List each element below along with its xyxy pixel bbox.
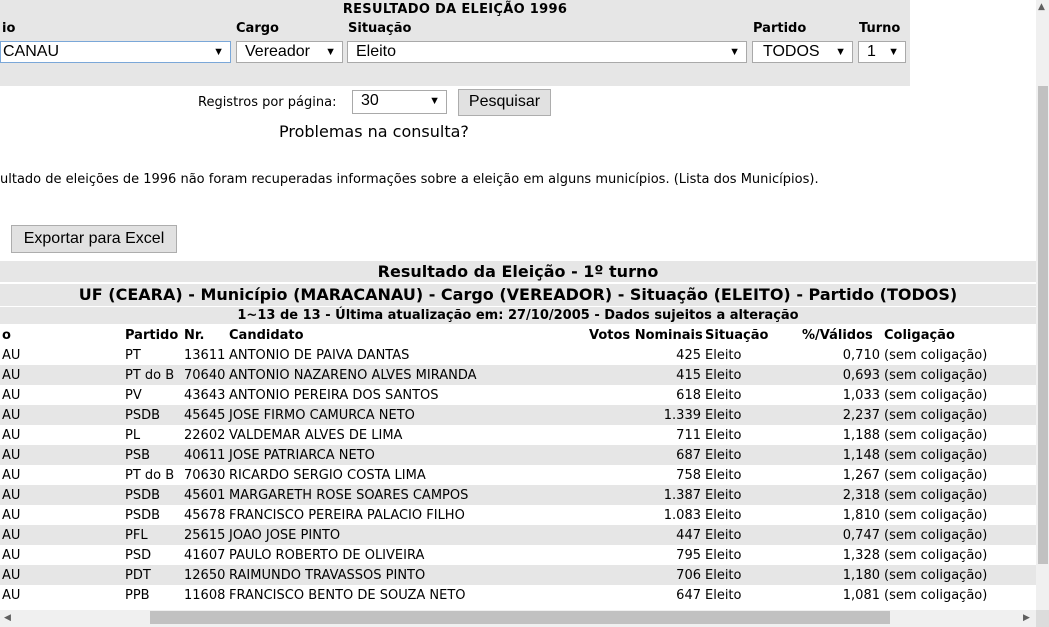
table-cell: AU xyxy=(2,587,21,603)
cargo-select-value: Vereador xyxy=(245,43,310,60)
table-cell: 706 xyxy=(587,565,703,585)
table-row xyxy=(0,365,1036,385)
chevron-down-icon: ▼ xyxy=(835,46,846,58)
notice-text: ultado de eleições de 1996 não foram recuperadas informações sobre a eleição em alguns municípios. (Lista dos Municípios). xyxy=(0,172,819,187)
scroll-left-arrow-icon[interactable]: ◀ xyxy=(4,613,11,623)
table-row xyxy=(0,545,1036,565)
table-cell: ANTONIO PEREIRA DOS SANTOS xyxy=(229,387,439,403)
chevron-down-icon: ▼ xyxy=(429,95,440,107)
table-cell: Eleito xyxy=(705,427,742,443)
cargo-label: Cargo xyxy=(236,21,279,36)
search-button[interactable]: Pesquisar xyxy=(458,89,551,116)
table-cell: AU xyxy=(2,547,21,563)
table-cell: AU xyxy=(0,405,123,425)
table-cell: 13611 xyxy=(184,347,226,363)
table-cell: 1.083 xyxy=(663,507,701,523)
table-cell: (sem coligação) xyxy=(884,587,988,603)
result-title: Resultado da Eleição - 1º turno xyxy=(0,261,1036,282)
table-cell: 1,267 xyxy=(842,467,880,483)
table-row xyxy=(0,465,1036,485)
table-cell: 795 xyxy=(676,547,701,563)
situacao-select-value: Eleito xyxy=(356,43,397,60)
municipio-label: io xyxy=(2,21,16,36)
table-cell: (sem coligação) xyxy=(882,365,1036,385)
table-cell: Eleito xyxy=(705,587,742,603)
table-cell: Eleito xyxy=(703,445,800,465)
table-cell: 1,328 xyxy=(842,547,880,563)
table-cell: AU xyxy=(0,565,123,585)
table-cell: PT xyxy=(125,347,141,363)
table-row xyxy=(0,385,1036,405)
chevron-down-icon: ▼ xyxy=(888,46,899,58)
table-cell: 711 xyxy=(676,427,701,443)
table-cell: JOSE FIRMO CAMURCA NETO xyxy=(227,405,587,425)
table-cell: (sem coligação) xyxy=(884,387,988,403)
partido-select-value: TODOS xyxy=(763,43,820,60)
table-cell: 70630 xyxy=(184,467,226,483)
table-cell: (sem coligação) xyxy=(884,547,988,563)
result-subtitle: UF (CEARA) - Município (MARACANAU) - Cargo (VEREADOR) - Situação (ELEITO) - Partido (TODOS) xyxy=(0,284,1036,306)
table-cell: 2,237 xyxy=(800,405,882,425)
table-cell: 415 xyxy=(587,365,703,385)
cargo-select[interactable] xyxy=(236,41,343,63)
table-header-row xyxy=(0,325,1036,345)
table-cell: 425 xyxy=(676,347,701,363)
table-cell: 1,180 xyxy=(800,565,882,585)
table-cell: PDT xyxy=(123,565,182,585)
results-table xyxy=(0,325,1036,605)
table-cell: 0,747 xyxy=(800,525,882,545)
partido-select[interactable] xyxy=(752,41,853,63)
scroll-right-arrow-icon[interactable]: ▶ xyxy=(1023,613,1030,623)
turno-select[interactable] xyxy=(858,41,906,63)
filter-title: RESULTADO DA ELEIÇÃO 1996 xyxy=(342,2,568,17)
scrollbar-corner xyxy=(1036,610,1049,627)
vertical-scroll-thumb[interactable] xyxy=(1038,86,1048,564)
table-cell: Eleito xyxy=(703,565,800,585)
table-cell: RICARDO SERGIO COSTA LIMA xyxy=(229,467,426,483)
table-row xyxy=(0,485,1036,505)
table-cell: AU xyxy=(0,365,123,385)
table-cell: 70640 xyxy=(182,365,227,385)
table-cell: 618 xyxy=(676,387,701,403)
situacao-select[interactable] xyxy=(347,41,747,63)
table-cell: 1,148 xyxy=(800,445,882,465)
table-cell: 1,033 xyxy=(842,387,880,403)
table-cell: Eleito xyxy=(703,485,800,505)
column-header[interactable]: Situação xyxy=(705,327,769,343)
table-cell: 647 xyxy=(676,587,701,603)
table-row xyxy=(0,505,1036,525)
table-cell: 41607 xyxy=(184,547,226,563)
table-cell: PSD xyxy=(125,547,152,563)
table-cell: 45645 xyxy=(182,405,227,425)
table-cell: Eleito xyxy=(705,467,742,483)
table-cell: PPB xyxy=(125,587,150,603)
turno-select-value: 1 xyxy=(867,43,876,60)
table-cell: PL xyxy=(125,427,141,443)
table-cell: AU xyxy=(2,387,21,403)
table-cell: Eleito xyxy=(705,347,742,363)
table-cell: 1.387 xyxy=(587,485,703,505)
table-cell: AU xyxy=(2,347,21,363)
table-row xyxy=(0,345,1036,365)
table-cell: AU xyxy=(0,445,123,465)
table-row xyxy=(0,405,1036,425)
column-header[interactable]: Nr. xyxy=(184,327,205,343)
table-cell: 447 xyxy=(587,525,703,545)
column-header[interactable]: %/Válidos xyxy=(802,327,873,343)
table-cell: 45678 xyxy=(184,507,226,523)
table-cell: MARGARETH ROSE SOARES CAMPOS xyxy=(227,485,587,505)
table-cell: ANTONIO DE PAIVA DANTAS xyxy=(229,347,410,363)
table-cell: (sem coligação) xyxy=(882,485,1036,505)
table-cell: AU xyxy=(0,525,123,545)
table-cell: ANTONIO NAZARENO ALVES MIRANDA xyxy=(227,365,587,385)
column-header[interactable]: Votos Nominais xyxy=(589,327,703,343)
table-cell: 11608 xyxy=(184,587,226,603)
chevron-down-icon: ▼ xyxy=(325,46,336,58)
table-cell: RAIMUNDO TRAVASSOS PINTO xyxy=(227,565,587,585)
table-cell: 22602 xyxy=(184,427,226,443)
table-cell: 40611 xyxy=(182,445,227,465)
table-cell: AU xyxy=(2,427,21,443)
table-cell: PT do B xyxy=(123,365,182,385)
chevron-down-icon: ▼ xyxy=(213,46,224,58)
table-cell: (sem coligação) xyxy=(884,427,988,443)
table-cell: 1.339 xyxy=(587,405,703,425)
export-excel-button[interactable]: Exportar para Excel xyxy=(11,225,177,253)
situacao-label: Situação xyxy=(348,21,412,36)
records-per-page-select[interactable] xyxy=(352,90,447,114)
table-cell: Eleito xyxy=(705,507,742,523)
problem-link[interactable]: Problemas na consulta? xyxy=(279,122,469,141)
table-cell: 0,710 xyxy=(842,347,880,363)
table-cell: JOSE PATRIARCA NETO xyxy=(227,445,587,465)
table-cell: (sem coligação) xyxy=(882,525,1036,545)
table-cell: 43643 xyxy=(184,387,226,403)
table-cell: FRANCISCO BENTO DE SOUZA NETO xyxy=(229,587,466,603)
table-cell: (sem coligação) xyxy=(882,405,1036,425)
horizontal-scroll-thumb[interactable] xyxy=(150,611,890,624)
column-header[interactable]: o xyxy=(2,327,11,343)
table-row xyxy=(0,445,1036,465)
table-cell: (sem coligação) xyxy=(882,565,1036,585)
table-cell: Eleito xyxy=(703,405,800,425)
table-row xyxy=(0,425,1036,445)
turno-label: Turno xyxy=(859,21,901,36)
chevron-down-icon: ▼ xyxy=(729,46,740,58)
table-cell: PSDB xyxy=(123,485,182,505)
table-cell: (sem coligação) xyxy=(884,347,988,363)
table-cell: 2,318 xyxy=(800,485,882,505)
result-status: 1~13 de 13 - Última atualização em: 27/10/2005 - Dados sujeitos a alteração xyxy=(0,307,1036,324)
table-cell: (sem coligação) xyxy=(882,445,1036,465)
table-cell: FRANCISCO PEREIRA PALACIO FILHO xyxy=(229,507,465,523)
table-cell: Eleito xyxy=(705,547,742,563)
table-cell: PSDB xyxy=(123,405,182,425)
table-cell: 45601 xyxy=(182,485,227,505)
table-cell: 1,810 xyxy=(842,507,880,523)
table-cell: (sem coligação) xyxy=(884,507,988,523)
table-cell: PT do B xyxy=(125,467,175,483)
table-cell: AU xyxy=(0,485,123,505)
scroll-up-arrow-icon[interactable]: ▲ xyxy=(1038,2,1045,12)
table-cell: 25615 xyxy=(182,525,227,545)
table-row xyxy=(0,565,1036,585)
municipio-select[interactable] xyxy=(0,41,231,63)
table-cell: PFL xyxy=(123,525,182,545)
records-per-page-label: Registros por página: xyxy=(198,95,337,110)
table-cell: PV xyxy=(125,387,142,403)
table-row xyxy=(0,585,1036,605)
table-cell: JOAO JOSE PINTO xyxy=(227,525,587,545)
table-cell: 12650 xyxy=(182,565,227,585)
table-cell: 0,693 xyxy=(800,365,882,385)
records-per-page-value: 30 xyxy=(361,92,379,109)
table-cell: AU xyxy=(2,507,21,523)
table-cell: PAULO ROBERTO DE OLIVEIRA xyxy=(229,547,425,563)
table-cell: (sem coligação) xyxy=(884,467,988,483)
table-cell: 758 xyxy=(676,467,701,483)
column-header[interactable]: Coligação xyxy=(884,327,955,343)
table-cell: Eleito xyxy=(703,525,800,545)
column-header[interactable]: Partido xyxy=(125,327,179,343)
table-cell: AU xyxy=(2,467,21,483)
column-header[interactable]: Candidato xyxy=(229,327,304,343)
partido-label: Partido xyxy=(753,21,807,36)
table-cell: 687 xyxy=(587,445,703,465)
municipio-select-value: CANAU xyxy=(3,43,60,60)
table-row xyxy=(0,525,1036,545)
table-cell: PSB xyxy=(123,445,182,465)
table-cell: Eleito xyxy=(705,387,742,403)
table-cell: PSDB xyxy=(125,507,161,523)
table-cell: 1,081 xyxy=(842,587,880,603)
table-cell: Eleito xyxy=(703,365,800,385)
table-cell: VALDEMAR ALVES DE LIMA xyxy=(229,427,403,443)
table-cell: 1,188 xyxy=(842,427,880,443)
